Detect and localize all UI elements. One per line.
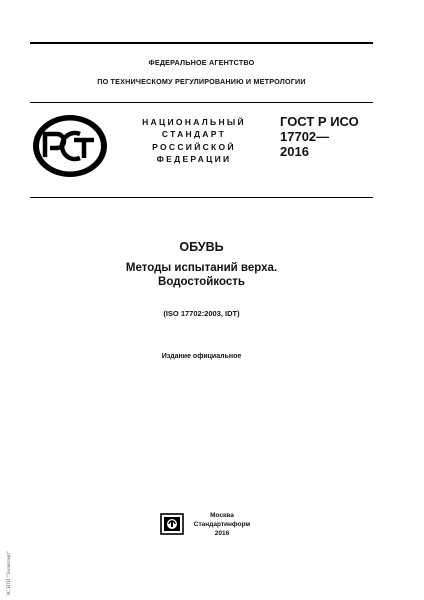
national-standard-line: ФЕДЕРАЦИИ [156,153,232,164]
national-standard-label [134,116,254,165]
publisher-line: 2016 [214,530,230,537]
iso-reference: (ISO 17702:2003, IDT) [163,309,240,318]
gost-designation [280,114,359,159]
national-standard-line: СТАНДАРТ [161,129,227,140]
document-subtitle-line-2: Водостойкость [158,276,245,288]
standartinform-logo-icon [160,513,184,535]
top-rule [30,42,373,44]
side-watermark-text: ЭС НТИ "Техэксперт" [7,550,12,596]
national-standard-line: РОССИЙСКОЙ [152,141,236,152]
gost-designation-line: ГОСТ Р ИСО [280,114,359,129]
gost-designation-line: 17702— [280,129,330,144]
document-subtitle-line-1: Методы испытаний верха. [125,262,278,274]
publisher-line: Москва [210,512,234,519]
bottom-rule [30,197,373,198]
gost-designation-line: 2016 [280,144,309,159]
agency-name-line-1: ФЕДЕРАЛЬНОЕ АГЕНТСТВО [148,58,255,67]
edition-label: Издание официальное [161,353,242,360]
middle-rule [30,102,373,103]
document-title: ОБУВЬ [179,240,224,254]
national-standard-line: НАЦИОНАЛЬНЫЙ [142,117,246,127]
side-watermark-stamp [6,528,14,596]
publisher-line: Стандартинформ [193,521,251,528]
agency-name-line-2: ПО ТЕХНИЧЕСКОМУ РЕГУЛИРОВАНИЮ И МЕТРОЛОГИИ [97,77,306,86]
rst-certification-logo-icon [31,113,109,179]
publisher-imprint [190,511,254,538]
